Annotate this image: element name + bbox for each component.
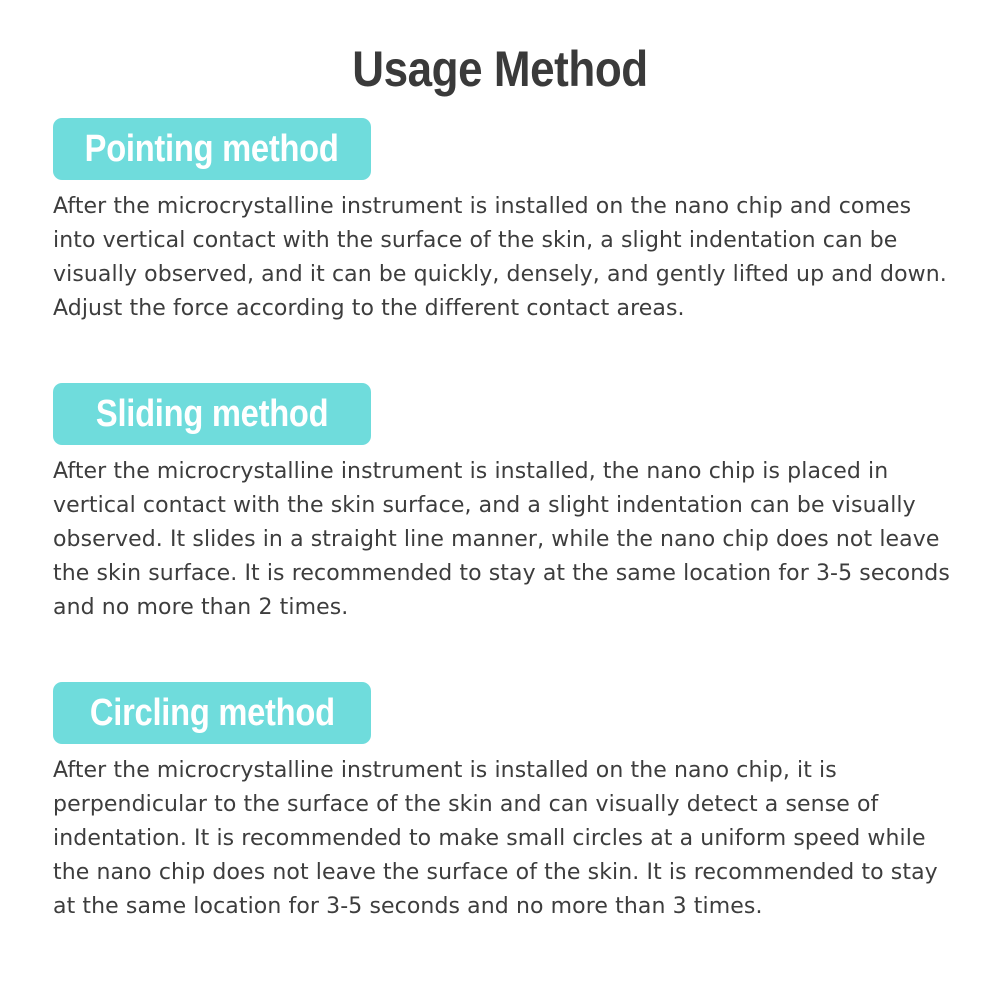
section-heading: Circling method (89, 691, 335, 734)
section-sliding-method (53, 383, 953, 625)
section-heading: Sliding method (95, 392, 329, 435)
section-description: After the microcrystalline instrument is installed on the nano chip and comes into vertical contact with the surface of the skin, a slight indentation can be visually observed, and it can be quickly, densely, and gently lifted up and down. Adjust the force according to the different contact areas. (53, 194, 947, 321)
section-badge (53, 383, 371, 445)
section-heading: Pointing method (85, 127, 339, 170)
section-description: After the microcrystalline instrument is installed, the nano chip is placed in vertical contact with the skin surface, and a slight indentation can be visually observed. It slides in a straight line manner, while the nano chip does not leave the skin surface. It is recommended to stay at the same location for 3-5 seconds and no more than 2 times. (53, 459, 950, 620)
section-description: After the microcrystalline instrument is installed on the nano chip, it is perpendicular to the surface of the skin and can visually detect a sense of indentation. It is recommended to make small circles at a uniform speed while the nano chip does not leave the surface of the skin. It is recommended to stay at the same location for 3-5 seconds and no more than 3 times. (53, 758, 938, 919)
section-badge (53, 118, 371, 180)
section-pointing-method (53, 118, 953, 326)
section-circling-method (53, 682, 953, 924)
page-title: Usage Method (352, 41, 648, 97)
section-badge (53, 682, 371, 744)
